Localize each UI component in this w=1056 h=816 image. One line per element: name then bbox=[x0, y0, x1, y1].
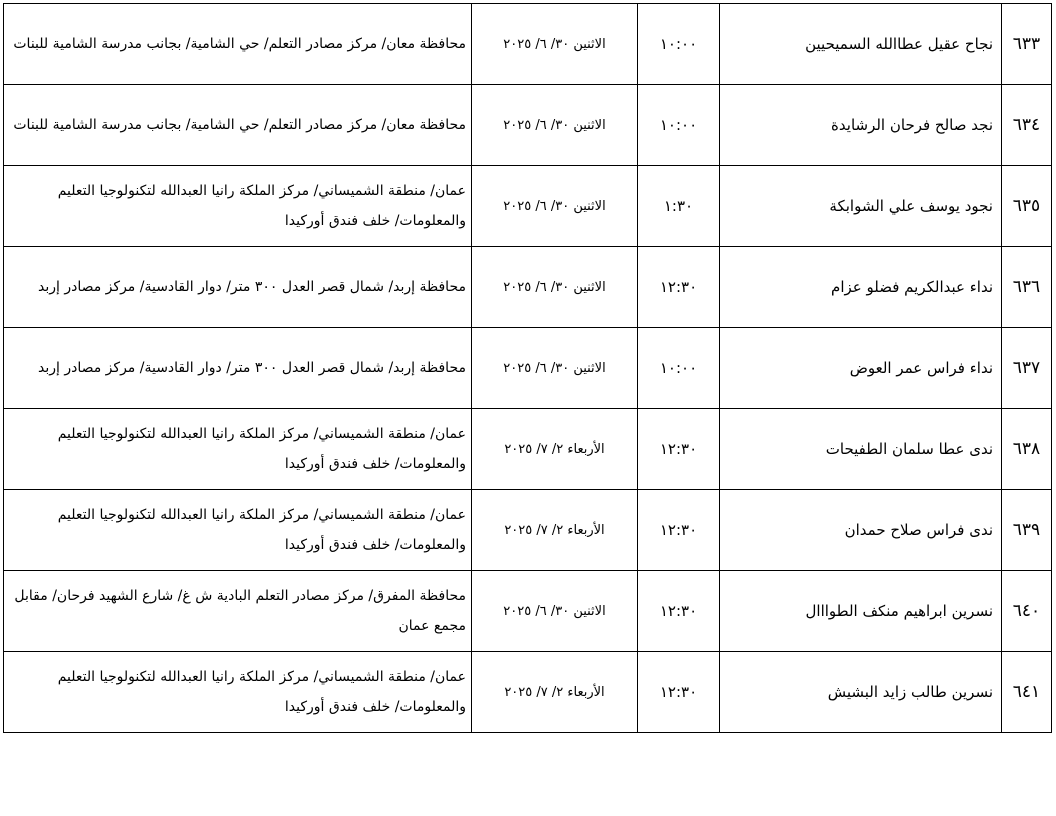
exam-time: ١٢:٣٠ bbox=[659, 278, 698, 296]
exam-time-cell bbox=[638, 652, 720, 733]
exam-time-cell bbox=[638, 328, 720, 409]
exam-location: عمان/ منطقة الشميساني/ مركز الملكة رانيا العبدالله لتكنولوجيا التعليم والمعلومات/ خلف فندق أوركيدا bbox=[57, 183, 466, 229]
table-row bbox=[4, 652, 1052, 733]
exam-location-cell bbox=[4, 247, 472, 328]
exam-location-cell bbox=[4, 4, 472, 85]
table-body bbox=[4, 4, 1052, 733]
applicant-name: نجاح عقيل عطاالله السميحيين bbox=[805, 35, 993, 53]
row-number-cell bbox=[1002, 166, 1052, 247]
row-number-cell bbox=[1002, 247, 1052, 328]
row-number-cell bbox=[1002, 571, 1052, 652]
applicant-name-cell bbox=[720, 328, 1002, 409]
row-number: ٦٣٦ bbox=[1012, 277, 1041, 297]
exam-time: ١٢:٣٠ bbox=[659, 440, 698, 458]
row-number-cell bbox=[1002, 652, 1052, 733]
row-number: ٦٤١ bbox=[1012, 682, 1041, 702]
applicant-name-cell bbox=[720, 4, 1002, 85]
row-number: ٦٣٨ bbox=[1012, 439, 1041, 459]
exam-location-cell bbox=[4, 328, 472, 409]
exam-time-cell bbox=[638, 409, 720, 490]
row-number: ٦٣٥ bbox=[1012, 196, 1041, 216]
table-row bbox=[4, 166, 1052, 247]
applicant-name: ندى عطا سلمان الطفيحات bbox=[825, 440, 993, 458]
row-number-cell bbox=[1002, 4, 1052, 85]
exam-date-cell bbox=[472, 166, 638, 247]
exam-location-cell bbox=[4, 652, 472, 733]
exam-time-cell bbox=[638, 571, 720, 652]
exam-date: الاثنين ٣٠/ ٦/ ٢٠٢٥ bbox=[503, 360, 606, 376]
exam-date: الأربعاء ٢/ ٧/ ٢٠٢٥ bbox=[504, 684, 605, 700]
applicant-name: نجود يوسف علي الشوابكة bbox=[829, 197, 993, 215]
applicant-name-cell bbox=[720, 166, 1002, 247]
exam-time: ١٠:٠٠ bbox=[659, 35, 698, 53]
exam-location: محافظة معان/ مركز مصادر التعلم/ حي الشامية/ بجانب مدرسة الشامية للبنات bbox=[13, 117, 466, 133]
exam-time-cell bbox=[638, 166, 720, 247]
table-row bbox=[4, 490, 1052, 571]
exam-date: الاثنين ٣٠/ ٦/ ٢٠٢٥ bbox=[503, 36, 606, 52]
exam-time: ١٢:٣٠ bbox=[659, 602, 698, 620]
applicant-name: نسرين ابراهيم منكف الطوااال bbox=[805, 602, 993, 620]
exam-date-cell bbox=[472, 247, 638, 328]
exam-date-cell bbox=[472, 652, 638, 733]
table-row bbox=[4, 247, 1052, 328]
exam-location-cell bbox=[4, 85, 472, 166]
exam-location: محافظة المفرق/ مركز مصادر التعلم البادية ش غ/ شارع الشهيد فرحان/ مقابل مجمع عمان bbox=[14, 588, 466, 634]
table-row bbox=[4, 571, 1052, 652]
exam-location-cell bbox=[4, 571, 472, 652]
applicant-name-cell bbox=[720, 85, 1002, 166]
applicant-name: نداء عبدالكريم فضلو عزام bbox=[831, 278, 993, 296]
row-number-cell bbox=[1002, 490, 1052, 571]
exam-date-cell bbox=[472, 409, 638, 490]
exam-date-cell bbox=[472, 571, 638, 652]
row-number: ٦٣٣ bbox=[1012, 34, 1041, 54]
exam-location: محافظة معان/ مركز مصادر التعلم/ حي الشامية/ بجانب مدرسة الشامية للبنات bbox=[13, 36, 466, 52]
exam-date: الاثنين ٣٠/ ٦/ ٢٠٢٥ bbox=[503, 198, 606, 214]
exam-location: محافظة إربد/ شمال قصر العدل ٣٠٠ متر/ دوار القادسية/ مركز مصادر إربد bbox=[37, 279, 466, 295]
exam-location-cell bbox=[4, 490, 472, 571]
exam-time-cell bbox=[638, 490, 720, 571]
exam-date: الاثنين ٣٠/ ٦/ ٢٠٢٥ bbox=[503, 117, 606, 133]
exam-date-cell bbox=[472, 4, 638, 85]
exam-time: ١٢:٣٠ bbox=[659, 521, 698, 539]
row-number-cell bbox=[1002, 328, 1052, 409]
exam-date: الأربعاء ٢/ ٧/ ٢٠٢٥ bbox=[504, 522, 605, 538]
exam-date: الأربعاء ٢/ ٧/ ٢٠٢٥ bbox=[504, 441, 605, 457]
row-number-cell bbox=[1002, 85, 1052, 166]
row-number: ٦٤٠ bbox=[1012, 601, 1041, 621]
exam-date-cell bbox=[472, 85, 638, 166]
exam-location-cell bbox=[4, 409, 472, 490]
exam-date-cell bbox=[472, 490, 638, 571]
exam-date: الاثنين ٣٠/ ٦/ ٢٠٢٥ bbox=[503, 603, 606, 619]
applicant-name-cell bbox=[720, 247, 1002, 328]
exam-time-cell bbox=[638, 247, 720, 328]
table-row bbox=[4, 409, 1052, 490]
exam-date-cell bbox=[472, 328, 638, 409]
table-row bbox=[4, 4, 1052, 85]
table-row bbox=[4, 328, 1052, 409]
row-number: ٦٣٧ bbox=[1012, 358, 1041, 378]
applicant-name-cell bbox=[720, 571, 1002, 652]
exam-date: الاثنين ٣٠/ ٦/ ٢٠٢٥ bbox=[503, 279, 606, 295]
exam-location: محافظة إربد/ شمال قصر العدل ٣٠٠ متر/ دوار القادسية/ مركز مصادر إربد bbox=[37, 360, 466, 376]
exam-location: عمان/ منطقة الشميساني/ مركز الملكة رانيا العبدالله لتكنولوجيا التعليم والمعلومات/ خلف فندق أوركيدا bbox=[57, 426, 466, 472]
exam-location: عمان/ منطقة الشميساني/ مركز الملكة رانيا العبدالله لتكنولوجيا التعليم والمعلومات/ خلف فندق أوركيدا bbox=[57, 669, 466, 715]
exam-time: ١٢:٣٠ bbox=[659, 683, 698, 701]
row-number: ٦٣٩ bbox=[1012, 520, 1041, 540]
row-number-cell bbox=[1002, 409, 1052, 490]
applicant-name-cell bbox=[720, 409, 1002, 490]
row-number: ٦٣٤ bbox=[1012, 115, 1041, 135]
exam-location-cell bbox=[4, 166, 472, 247]
exam-time-cell bbox=[638, 85, 720, 166]
exam-location: عمان/ منطقة الشميساني/ مركز الملكة رانيا العبدالله لتكنولوجيا التعليم والمعلومات/ خلف فندق أوركيدا bbox=[57, 507, 466, 553]
exam-time-cell bbox=[638, 4, 720, 85]
applicant-name-cell bbox=[720, 490, 1002, 571]
schedule-table bbox=[3, 3, 1052, 733]
exam-time: ١:٣٠ bbox=[663, 197, 694, 215]
exam-time: ١٠:٠٠ bbox=[659, 116, 698, 134]
applicant-name: ندى فراس صلاح حمدان bbox=[844, 521, 993, 539]
table-row bbox=[4, 85, 1052, 166]
applicant-name: نجد صالح فرحان الرشايدة bbox=[831, 116, 993, 134]
applicant-name: نسرين طالب زايد البشيش bbox=[827, 683, 993, 701]
applicant-name-cell bbox=[720, 652, 1002, 733]
applicant-name: نداء فراس عمر العوض bbox=[849, 359, 993, 377]
exam-time: ١٠:٠٠ bbox=[659, 359, 698, 377]
